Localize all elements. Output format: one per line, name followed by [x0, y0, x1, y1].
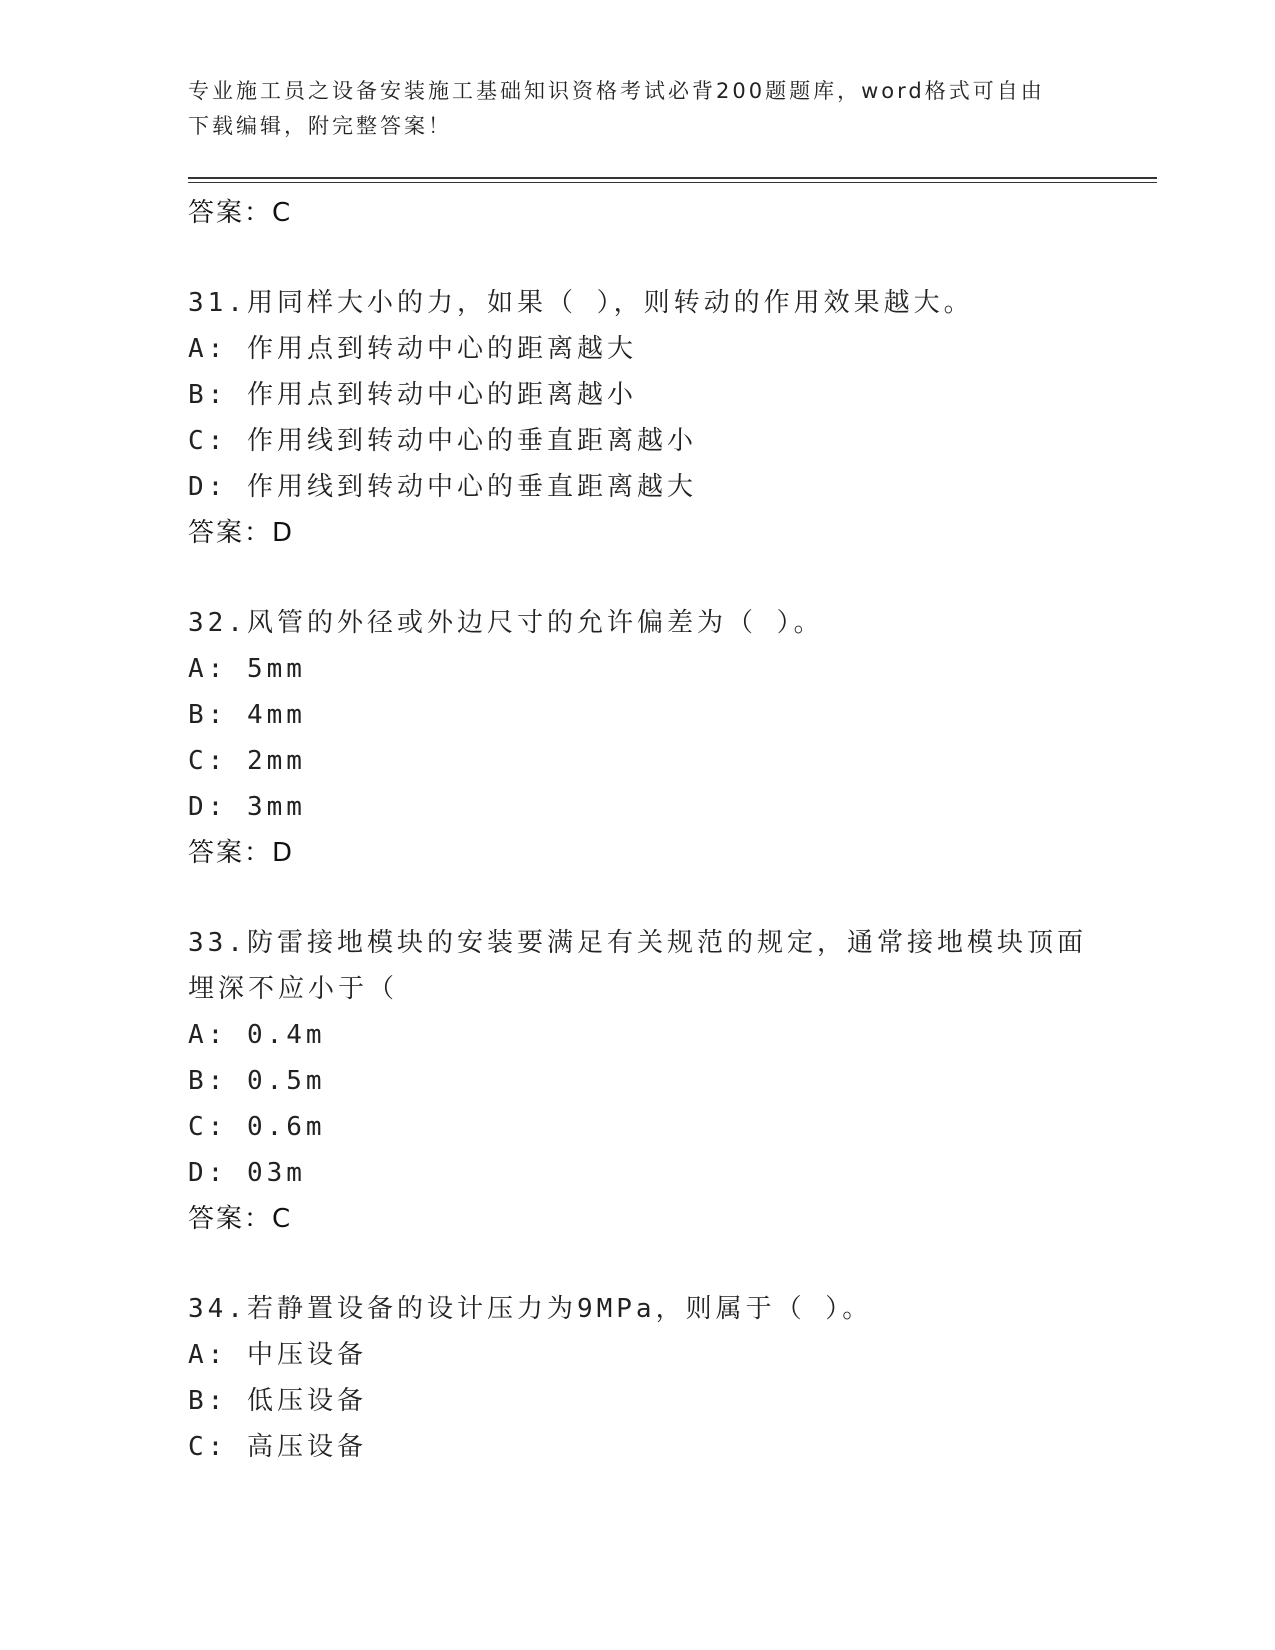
spacer [188, 556, 1088, 600]
question-text: 34.若静置设备的设计压力为9MPa，则属于（ ）。 [188, 1294, 873, 1324]
option-a: A: 5mm [188, 654, 306, 684]
option-a: A: 0.4m [188, 1020, 326, 1050]
option-d: D: 作用线到转动中心的垂直距离越大 [188, 472, 697, 502]
option-b: B: 低压设备 [188, 1386, 367, 1416]
option-c: C: 高压设备 [188, 1432, 367, 1462]
spacer [188, 876, 1088, 920]
header-divider-thick [188, 177, 1157, 179]
question-block-33 [188, 920, 1088, 1242]
answer-line: 答案：D [188, 518, 295, 548]
answer-line: 答案：D [188, 838, 295, 868]
option-b: B: 4mm [188, 700, 306, 730]
answer-line: 答案：C [188, 1204, 293, 1234]
option-d: D: 03m [188, 1158, 306, 1188]
option-b: B: 0.5m [188, 1066, 326, 1096]
header-line-2: 下载编辑，附完整答案！ [188, 114, 452, 138]
question-block-34 [188, 1286, 1088, 1470]
question-text: 31.用同样大小的力，如果（ ），则转动的作用效果越大。 [188, 288, 974, 318]
question-list [188, 190, 1088, 1470]
question-text: 32.风管的外径或外边尺寸的允许偏差为（ ）。 [188, 608, 824, 638]
question-text: 33.防雷接地模块的安装要满足有关规范的规定，通常接地模块顶面埋深不应小于（ [188, 928, 1087, 1004]
option-b: B: 作用点到转动中心的距离越小 [188, 380, 637, 410]
option-c: C: 0.6m [188, 1112, 326, 1142]
option-c: C: 2mm [188, 746, 306, 776]
answer-line: 答案：C [188, 198, 293, 228]
question-block-32 [188, 600, 1088, 876]
option-d: D: 3mm [188, 792, 306, 822]
spacer [188, 236, 1088, 280]
option-a: A: 作用点到转动中心的距离越大 [188, 334, 637, 364]
question-block-31 [188, 280, 1088, 556]
document-header [188, 74, 1088, 144]
option-c: C: 作用线到转动中心的垂直距离越小 [188, 426, 697, 456]
header-divider-thin [188, 182, 1157, 183]
spacer [188, 1242, 1088, 1286]
header-line-1: 专业施工员之设备安装施工基础知识资格考试必背200题题库，word格式可自由 [188, 79, 1045, 103]
option-a: A: 中压设备 [188, 1340, 367, 1370]
